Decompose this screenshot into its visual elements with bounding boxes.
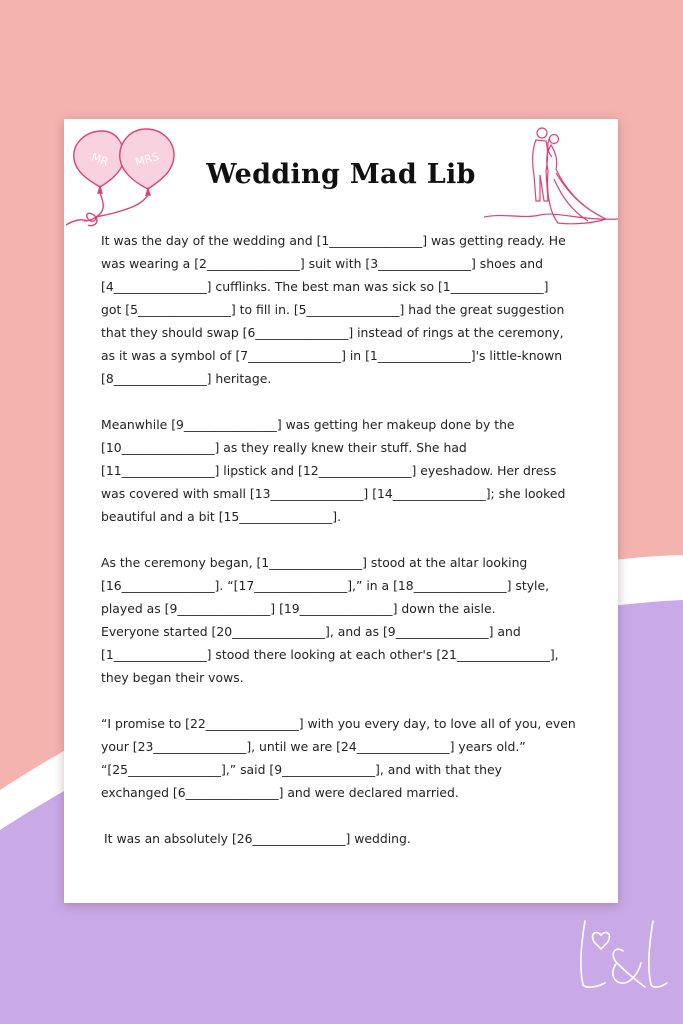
balloon-right-text: MRS — [133, 150, 161, 169]
story-line: Meanwhile [9_______________] was getting her makeup done by the — [101, 417, 515, 432]
story-line: [11_______________] lipstick and [12_______________] eyeshadow. Her dress — [101, 463, 557, 478]
story-line: “[25_______________],” said [9_______________], and with that they — [101, 762, 502, 777]
page-title: Wedding Mad Lib — [206, 159, 476, 190]
story-paragraph-1 — [101, 229, 591, 390]
story-paragraph-3 — [101, 551, 591, 689]
story-line: It was an absolutely [26_______________] wedding. — [104, 831, 411, 846]
story-line: was covered with small [13_______________] [14_______________]; she looked — [101, 486, 566, 501]
story-line: exchanged [6_______________] and were declared married. — [101, 785, 459, 800]
story-line: they began their vows. — [101, 670, 244, 685]
story-line: your [23_______________], until we are [24_______________] years old.” — [101, 739, 526, 754]
story-paragraph-2 — [101, 413, 591, 528]
brand-logo-icon — [575, 915, 670, 995]
story-line: [16_______________]. “[17_______________],” in a [18_______________] style, — [101, 578, 550, 593]
story-paragraph-4 — [101, 712, 591, 804]
story-line: [1_______________] stood there looking at each other's [21_______________], — [101, 647, 559, 662]
story-line: [10_______________] as they really knew their stuff. She had — [101, 440, 467, 455]
mad-lib-sheet — [64, 119, 618, 903]
story-line: [8_______________] heritage. — [101, 371, 272, 386]
balloon-left-text: MR — [89, 150, 111, 169]
story-line: got [5_______________] to fill in. [5_______________] had the great suggestion — [101, 302, 565, 317]
story-line: beautiful and a bit [15_______________]. — [101, 509, 342, 524]
story-body — [101, 229, 591, 873]
story-line: played as [9_______________] [19_______________] down the aisle. — [101, 601, 496, 616]
story-line: As the ceremony began, [1_______________] stood at the altar looking — [101, 555, 528, 570]
story-line: as it was a symbol of [7_______________] in [1_______________]'s little-known — [101, 348, 563, 363]
story-line: Everyone started [20_______________], and as [9_______________] and — [101, 624, 521, 639]
story-line: that they should swap [6_______________] instead of rings at the ceremony, — [101, 325, 564, 340]
story-line: was wearing a [2_______________] suit with [3_______________] shoes and — [101, 256, 544, 271]
story-line: “I promise to [22_______________] with you every day, to love all of you, even — [101, 716, 576, 731]
story-paragraph-5 — [101, 827, 591, 850]
story-line: [4_______________] cufflinks. The best man was sick so [1_______________] — [101, 279, 549, 294]
story-line: It was the day of the wedding and [1_______________] was getting ready. He — [101, 233, 566, 248]
